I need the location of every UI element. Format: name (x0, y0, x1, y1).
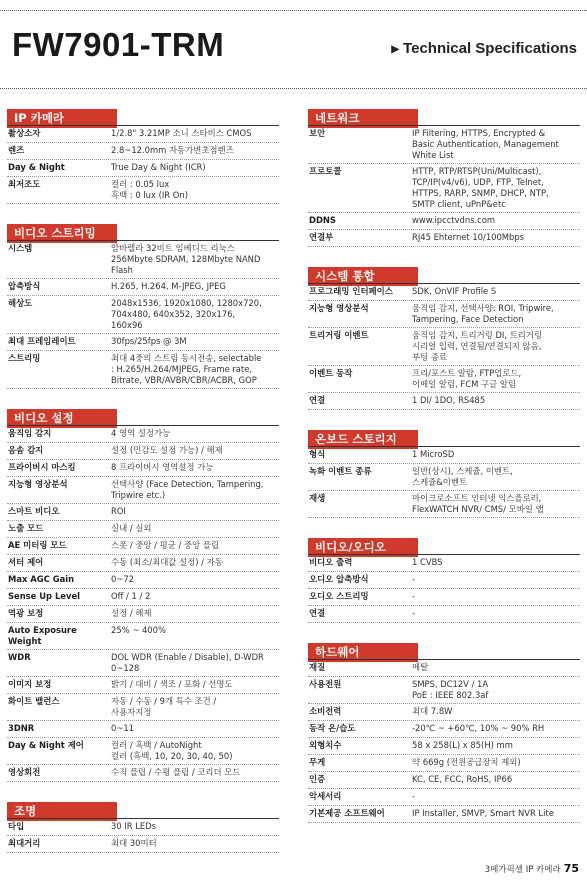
spec-label: 움직임 감지 (8, 428, 52, 438)
spec-label: Day & Night (8, 162, 65, 172)
spec-row (7, 443, 279, 460)
spec-label: 셔터 제어 (8, 557, 44, 567)
spec-value: 8 프라이버시 영역설정 가능 (111, 462, 214, 472)
right-spec-column (308, 107, 580, 841)
spec-label: 역광 보정 (8, 608, 44, 618)
spec-row (308, 126, 580, 164)
section-title: 비디오/오디오 (308, 538, 418, 557)
top-dotted-rule (0, 10, 587, 11)
spec-label: 스트리밍 (8, 353, 41, 363)
section-rule (308, 446, 580, 447)
spec-label: 형식 (309, 449, 326, 459)
spec-row (7, 521, 279, 538)
spec-value: 움직임 감지, 선택사양: ROI, Tripwire, Tampering, Face Detection (412, 303, 554, 324)
spec-row (7, 296, 279, 334)
spec-row (308, 704, 580, 721)
spec-label: 오디오 압축방식 (309, 574, 369, 584)
section-rule (308, 659, 580, 660)
spec-label: 노출 모드 (8, 523, 44, 533)
spec-row (7, 351, 279, 389)
spec-row (7, 126, 279, 143)
spec-value: IP Installer, SMVP, Smart NVR Lite (412, 808, 554, 818)
section-header (308, 107, 580, 126)
spec-row (7, 177, 279, 204)
spec-label: 외형치수 (309, 740, 342, 750)
spec-value: 설정 (민감도 설정 가능) / 해제 (111, 445, 223, 455)
spec-label: 연결 (309, 608, 326, 618)
spec-label: 시스템 (8, 243, 33, 253)
spec-section (7, 222, 279, 389)
spec-label: 이벤트 동작 (309, 368, 353, 378)
spec-value: 실내 / 실외 (111, 523, 152, 533)
spec-row (308, 366, 580, 393)
spec-row (7, 460, 279, 477)
spec-label: 화이트 밸런스 (8, 696, 60, 706)
spec-label: 해상도 (8, 298, 33, 308)
spec-value: 0~11 (111, 723, 135, 733)
spec-label: 영상회전 (8, 767, 41, 777)
spec-row (7, 334, 279, 351)
footer-caption: 3메가픽셀 IP 카메라 (484, 865, 561, 875)
spec-label: 촬상소자 (8, 128, 41, 138)
spec-value: 암바렐라 32비트 임베디드 리눅스 256Mbyte SDRAM, 128Mbyte NAND Flash (111, 243, 261, 275)
spec-value: 1 DI/ 1DO, RS485 (412, 395, 486, 405)
section-rule (7, 425, 279, 426)
spec-row (7, 650, 279, 677)
spec-section (308, 641, 580, 823)
spec-label: 보안 (309, 128, 326, 138)
spec-value: 수동 (최소/최대값 설정) / 자동 (111, 557, 223, 567)
spec-section (7, 107, 279, 204)
section-header (308, 641, 580, 660)
section-title: 온보드 스토리지 (308, 430, 418, 449)
spec-label: 최저조도 (8, 179, 41, 189)
spec-row (308, 755, 580, 772)
section-rule (7, 240, 279, 241)
spec-value: - (412, 574, 416, 584)
section-rule (308, 125, 580, 126)
spec-row (308, 213, 580, 230)
spec-value: 설정 / 해제 (111, 608, 152, 618)
spec-row (308, 789, 580, 806)
spec-label: 녹화 이벤트 종류 (309, 466, 372, 476)
spec-row (308, 606, 580, 623)
spec-section (308, 265, 580, 410)
spec-label: 이미지 보정 (8, 679, 52, 689)
spec-label: 옴솜 감지 (8, 445, 44, 455)
spec-label: 지능형 영상분석 (309, 303, 369, 313)
spec-label: 3DNR (8, 723, 35, 733)
section-title: 네트워크 (308, 109, 418, 128)
spec-row (308, 491, 580, 518)
spec-label: 소비전력 (309, 706, 342, 716)
spec-value: H.265, H.264, M-JPEG, JPEG (111, 281, 226, 291)
spec-label: WDR (8, 652, 31, 662)
spec-row (7, 241, 279, 279)
spec-row (308, 660, 580, 677)
spec-section (308, 536, 580, 623)
spec-label: 지능형 영상분석 (8, 479, 68, 489)
spec-label: Day & Night 제어 (8, 740, 84, 750)
spec-value: KC, CE, FCC, RoHS, IP66 (412, 774, 513, 784)
spec-value: 스폿 / 중앙 / 평균 / 중앙 플립 (111, 540, 220, 550)
spec-label: Max AGC Gain (8, 574, 75, 584)
spec-value: 1/2.8" 3.21MP 소니 스타비스 CMOS (111, 128, 252, 138)
spec-label: 재생 (309, 493, 326, 503)
spec-value: 일반(상시), 스케쥴, 이벤트, 스케쥴&이벤트 (412, 466, 513, 487)
spec-value: ROI (111, 506, 126, 516)
spec-value: 1 CVBS (412, 557, 443, 567)
spec-value: SDK, OnVIF Profile S (412, 286, 497, 296)
spec-label: 오디오 스트리밍 (309, 591, 369, 601)
spec-row (308, 572, 580, 589)
spec-row (7, 426, 279, 443)
spec-value: 자동 / 수동 / 9개 특수 조건 / 사용자지정 (111, 696, 217, 717)
spec-value: 수직 플립 / 수평 플립 / 코리더 모드 (111, 767, 241, 777)
spec-row (7, 160, 279, 177)
spec-row (7, 589, 279, 606)
spec-row (308, 806, 580, 823)
spec-label: DDNS (309, 215, 336, 225)
spec-label: 스마트 비디오 (8, 506, 60, 516)
spec-row (7, 694, 279, 721)
spec-row (7, 572, 279, 589)
spec-row (308, 284, 580, 301)
spec-row (308, 301, 580, 328)
spec-value: 최대 30미터 (111, 838, 157, 848)
spec-value: True Day & Night (ICR) (111, 162, 206, 172)
spec-row (308, 738, 580, 755)
page-footer (485, 862, 579, 875)
spec-value: 30 IR LEDs (111, 821, 157, 831)
section-header (7, 407, 279, 426)
spec-label: 비디오 출력 (309, 557, 353, 567)
spec-value: www.ipcctvdns.com (412, 215, 496, 225)
spec-value: - (412, 608, 416, 618)
spec-label: 타입 (8, 821, 25, 831)
spec-section (7, 800, 279, 853)
spec-value: 2.8~12.0mm 자동가변초점렌즈 (111, 145, 234, 155)
spec-label: 동작 온/습도 (309, 723, 356, 733)
spec-section (308, 107, 580, 247)
spec-value: - (412, 791, 416, 801)
spec-label: 프로토콜 (309, 166, 342, 176)
spec-row (7, 836, 279, 853)
spec-value: 58 x 258(L) x 85(H) mm (412, 740, 513, 750)
spec-label: Sense Up Level (8, 591, 80, 601)
spec-value: 4 영역 설정가능 (111, 428, 171, 438)
spec-row (308, 464, 580, 491)
spec-label: 사용전원 (309, 679, 342, 689)
spec-row (7, 477, 279, 504)
spec-value: 25% ~ 400% (111, 625, 166, 635)
spec-value: 컬러 / 흑백 / AutoNight 컬러 (흑백, 10, 20, 30, 40, 50) (111, 740, 233, 761)
spec-label: 압축방식 (8, 281, 41, 291)
spec-row (7, 819, 279, 836)
spec-label: 인증 (309, 774, 326, 784)
spec-row (308, 555, 580, 572)
spec-label: AE 미터링 모드 (8, 540, 67, 550)
spec-value: - (412, 591, 416, 601)
spec-label: 최대거리 (8, 838, 41, 848)
section-rule (7, 125, 279, 126)
section-header (308, 536, 580, 555)
section-rule (308, 554, 580, 555)
spec-value: 밝기 / 대비 / 색조 / 포화 / 선명도 (111, 679, 233, 689)
spec-value: IP Filtering, HTTPS, Encrypted & Basic Authentication, Management White List (412, 128, 559, 160)
spec-heading-text: Technical Specifications (403, 40, 577, 57)
spec-row (308, 447, 580, 464)
spec-value: 프리/포스트 알람, FTP업로드, 이메일 알림, FCM 구글 알림 (412, 368, 522, 389)
section-title: IP 카메라 (7, 109, 117, 128)
spec-row (7, 538, 279, 555)
spec-label: 트리거링 이벤트 (309, 330, 369, 340)
spec-label: 기본제공 소프트웨어 (309, 808, 385, 818)
model-title: FW7901-TRM (12, 26, 225, 63)
spec-row (308, 589, 580, 606)
section-title: 조명 (7, 802, 117, 821)
spec-row (7, 606, 279, 623)
spec-value: 메탈 (412, 662, 429, 672)
spec-label: 최대 프레임레이트 (8, 336, 76, 346)
spec-row (308, 164, 580, 213)
section-header (308, 265, 580, 284)
spec-value: Off / 1 / 2 (111, 591, 151, 601)
spec-label: 무게 (309, 757, 326, 767)
spec-value: 2048x1536, 1920x1080, 1280x720, 704x480, 640x352, 320x176, 160x96 (111, 298, 262, 330)
spec-value: RJ45 Ehternet 10/100Mbps (412, 232, 525, 242)
spec-value: 30fps/25fps @ 3M (111, 336, 187, 346)
spec-row (7, 143, 279, 160)
section-title: 비디오 설정 (7, 409, 117, 428)
spec-row (7, 504, 279, 521)
spec-row (7, 279, 279, 296)
spec-value: -20℃ ~ +60℃, 10% ~ 90% RH (412, 723, 545, 733)
spec-value: 마이크로소프트 인터넷 익스플로러, FlexWATCH NVR/ CMS/ 모바일 앱 (412, 493, 544, 514)
spec-row (308, 721, 580, 738)
spec-value: 최대 7.8W (412, 706, 453, 716)
section-title: 비디오 스트리밍 (7, 224, 117, 243)
spec-label: 연결부 (309, 232, 334, 242)
spec-value: SMPS, DC12V / 1A PoE : IEEE 802.3af (412, 679, 489, 700)
section-header (7, 107, 279, 126)
spec-row (7, 721, 279, 738)
spec-value: 선택사양 (Face Detection, Tampering, Tripwire etc.) (111, 479, 264, 500)
spec-row (308, 230, 580, 247)
spec-row (308, 328, 580, 366)
triangle-icon: ▶ (391, 44, 400, 55)
spec-label: Auto Exposure Weight (8, 625, 77, 646)
spec-label: 프라이버시 마스킹 (8, 462, 76, 472)
section-title: 시스템 통합 (308, 267, 418, 286)
spec-value: 0~72 (111, 574, 135, 584)
spec-label: 렌즈 (8, 145, 25, 155)
spec-value: 움직임 감지, 트리거링 DI, 트리거링 시리얼 입력, 연결됨/연결되지 않음, 부팅 종료 (412, 330, 543, 362)
spec-value: 최대 4중의 스트림 동시전송, selectable : H.265/H.264/MJPEG, Frame rate, Bitrate, VBR/AVBR/CBR/ACBR, GOP (111, 353, 262, 385)
spec-row (308, 393, 580, 410)
spec-value: HTTP, RTP/RTSP(Uni/Multicast), TCP/IP(v4/v6), UDP, FTP, Telnet, HTTPS, RARP, SNMP, DHCP, NTP, SMTP client, uPnP&etc (412, 166, 549, 209)
section-rule (7, 818, 279, 819)
spec-section (7, 407, 279, 782)
spec-row (308, 772, 580, 789)
spec-row (308, 677, 580, 704)
spec-row (7, 623, 279, 650)
spec-label: 연결 (309, 395, 326, 405)
spec-row (7, 738, 279, 765)
spec-value: 약 669g (전원공급장치 제외) (412, 757, 521, 767)
spec-label: 프로그래밍 인터페이스 (309, 286, 393, 296)
spec-label: 악세서리 (309, 791, 342, 801)
left-spec-column (7, 107, 279, 871)
section-rule (308, 283, 580, 284)
spec-label: 재질 (309, 662, 326, 672)
spec-row (7, 677, 279, 694)
spec-value: DOL WDR (Enable / Disable), D-WDR 0~128 (111, 652, 264, 673)
spec-row (7, 555, 279, 572)
section-header (7, 800, 279, 819)
spec-row (7, 765, 279, 782)
spec-value: 1 MicroSD (412, 449, 455, 459)
section-header (308, 428, 580, 447)
header-dotted-rule (0, 88, 587, 89)
spec-value: 컬러 : 0.05 lux 흑백 : 0 lux (IR On) (111, 179, 188, 200)
section-title: 하드웨어 (308, 643, 418, 662)
section-header (7, 222, 279, 241)
spec-section (308, 428, 580, 518)
page-number: 75 (563, 862, 579, 875)
spec-heading (391, 40, 577, 57)
